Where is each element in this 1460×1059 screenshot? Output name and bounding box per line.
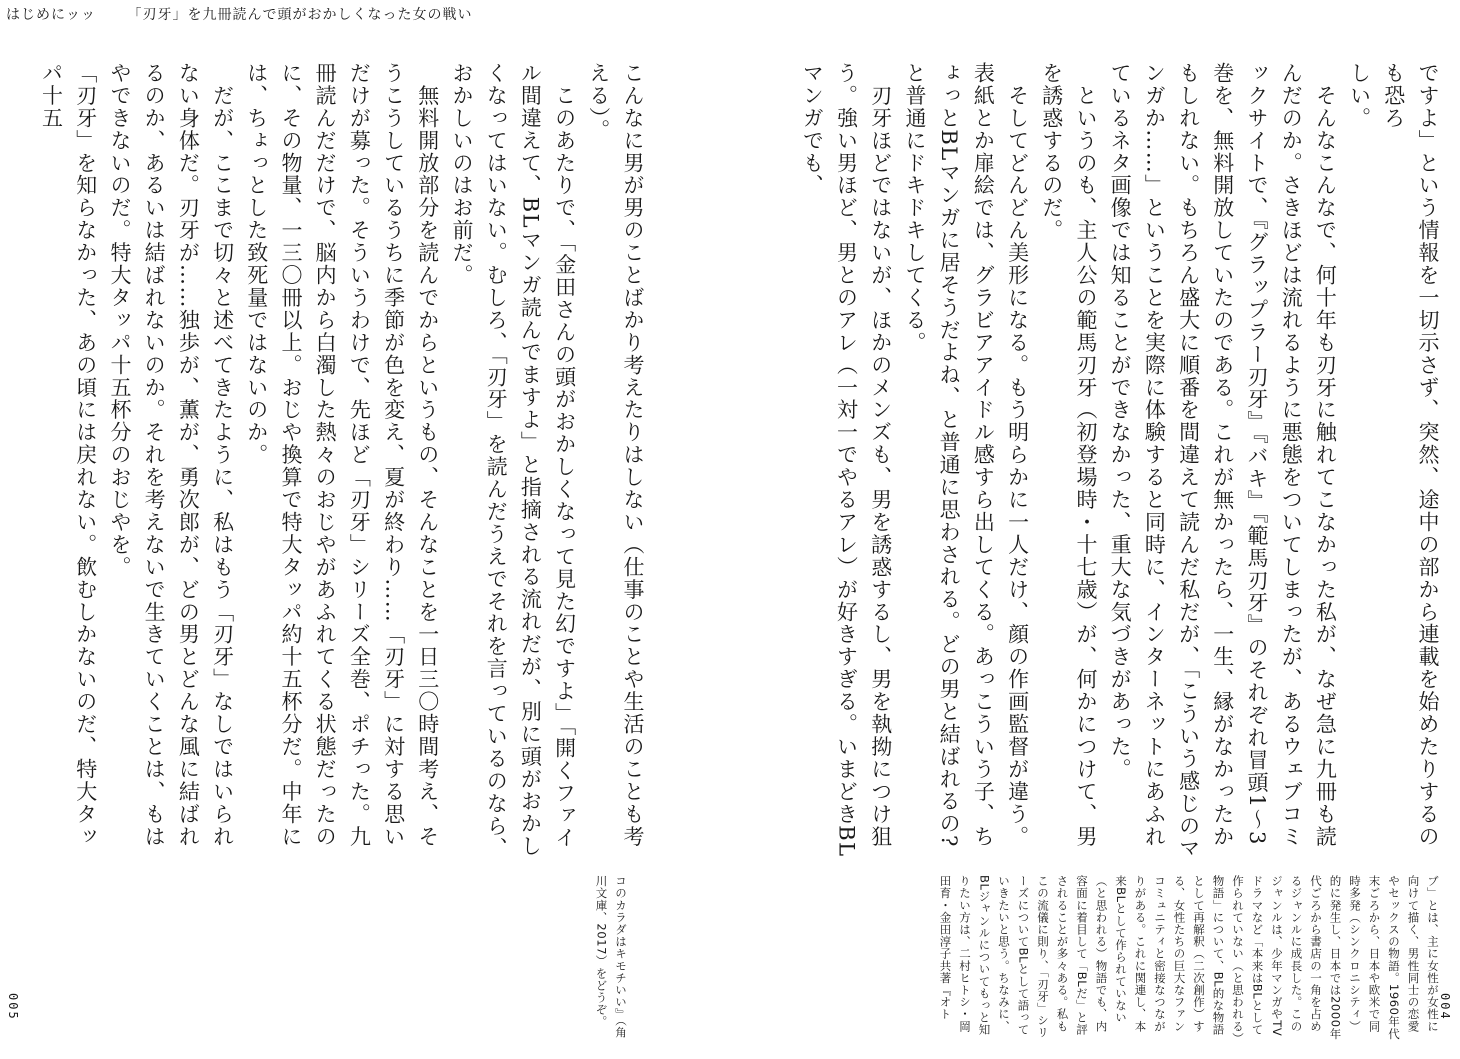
paragraph: 無料開放部分を読んでからというもの、そんなことを一日三〇時間考え、そうこうしているうちに季節が色を変え、夏が終わり……「刃牙」に対する思いだけが募った。そういうわけで、先ほど「刃牙」シリーズ全巻、ポチった。九冊読んだだけで、脳内から白濁した熱々のおじやがあふれてくる状態だったのに、その物量、一三〇冊以上。おじや換算で特大タッパ約十五杯分だ。中年には、ちょっとした致死量ではないのか。 (244, 62, 440, 848)
paragraph: だが、ここまで切々と述べてきたように、私はもう「刃牙」なしではいられない身体だ。刃牙が……独歩が、薫が、勇次郎が、どの男とどんな風に結ばれるのか、あるいは結ばれないのか。それを考えないで生きていくことは、もはやできないのだ。特大タッパ十五杯分のおじやを。 (107, 62, 235, 848)
page-number-right: 004 (1438, 993, 1452, 1021)
paragraph: こんなに男が男のことばかり考えたりはしない（仕事のことや生活のことも考える）。 (586, 62, 645, 848)
paragraph: そしてどんどん美形になる。もう明らかに一人だけ、顔の作画監督が違う。表紙とか扉絵では、グラビアアイドル感すら出してくる。あっこういう子、ちょっとBLマンガに居そうだよね、と普通に思わされる。どの男と結ばれるの?と普通にドキドキしてくる。 (902, 62, 1030, 848)
body-text-right (742, 62, 1445, 862)
paragraph: というのも、主人公の範馬刃牙（初登場時・十七歳）が、何かにつけて、男を誘惑するのだ。 (1039, 62, 1098, 848)
paragraph: しい。 (1347, 62, 1372, 130)
body-text-left (40, 62, 650, 862)
footnote-left: コのカラダはキモチいい』（角川文庫、2017）をどうぞ。 (594, 875, 628, 1039)
paragraph: 刃牙ほどではないが、ほかのメンズも、男を誘惑するし、男を執拗につけ狙う。強い男ほど、男とのアレ（一対一でやるアレ）が好きすぎる。いまどきBLマンガでも、 (800, 62, 893, 858)
lead-in-line: ですよ」という情報を一切示さず、突然、途中の部から連載を始めたりするのも恐ろ (1381, 62, 1440, 848)
page-number-left: 005 (6, 993, 20, 1021)
paragraph: そんなこんなで、何十年も刃牙に触れてこなかった私が、なぜ急に九冊も読んだのか。さきほどは流れるように悪態をついてしまったが、あるウェブコミックサイトで、『グラップラー刃牙』『バキ』『範馬刃牙』のそれぞれ冒頭1〜3巻を、無料開放していたのである。これが無かったら、一生、縁がなかったかもしれない。もちろん盛大に順番を間違えて読んだ私だが、「こういう感じのマンガか……」ということを実際に体験すると同時に、インターネットにあふれているネタ画像では知ることができなかった、重大な気づきがあった。 (1108, 62, 1338, 860)
paragraph: 「刃牙」を知らなかった、あの頃には戻れない。飲むしかないのだ、特大タッパ十五 (40, 62, 98, 848)
paragraph: このあたりで、「金田さんの頭がおかしくなって見た幻ですよ」「開くファイル間違えて、BLマンガ読んでますよ」と指摘される流れだが、別に頭がおかしくなってはいない。むしろ、「刃牙」を読んだうえでそれを言っているのなら、おかしいのはお前だ。 (449, 62, 577, 860)
page-right (730, 0, 1460, 1059)
running-head-section: はじめにッッ (6, 7, 96, 23)
running-head-title: 「刃牙」を九冊読んで頭がおかしくなった女の戦い (127, 7, 473, 23)
footnote-right: ブ」とは、主に女性が女性に向けて描く、男性同士の恋愛やセックスの物語。1960年代末ごろから、日本や欧米で同時多発（シンクロニシティ）的に発生し、日本では2000年代ごろから書店の一角を占めるジャンルに成長した。このジャンルは、少年マンガやTVドラマなど「本来はBLとして作られていない（と思われる）物語」について、BL的な物語として再解釈（二次創作）する、女性たちの巨大なファンコミュニティと密接なつながりがある。これに関連し、本来BLとして作られていない（と思われる）物語でも、内容面に着目して「BLだ」と評されることが多々ある。私もこの流儀に則り、「刃牙」シリーズについてBLとして語っていきたいと思う。ちなみに、BLジャンルについてもっと知りたい方は、二村ヒトシ・岡田育・金田淳子共著『オト (938, 875, 1440, 1040)
